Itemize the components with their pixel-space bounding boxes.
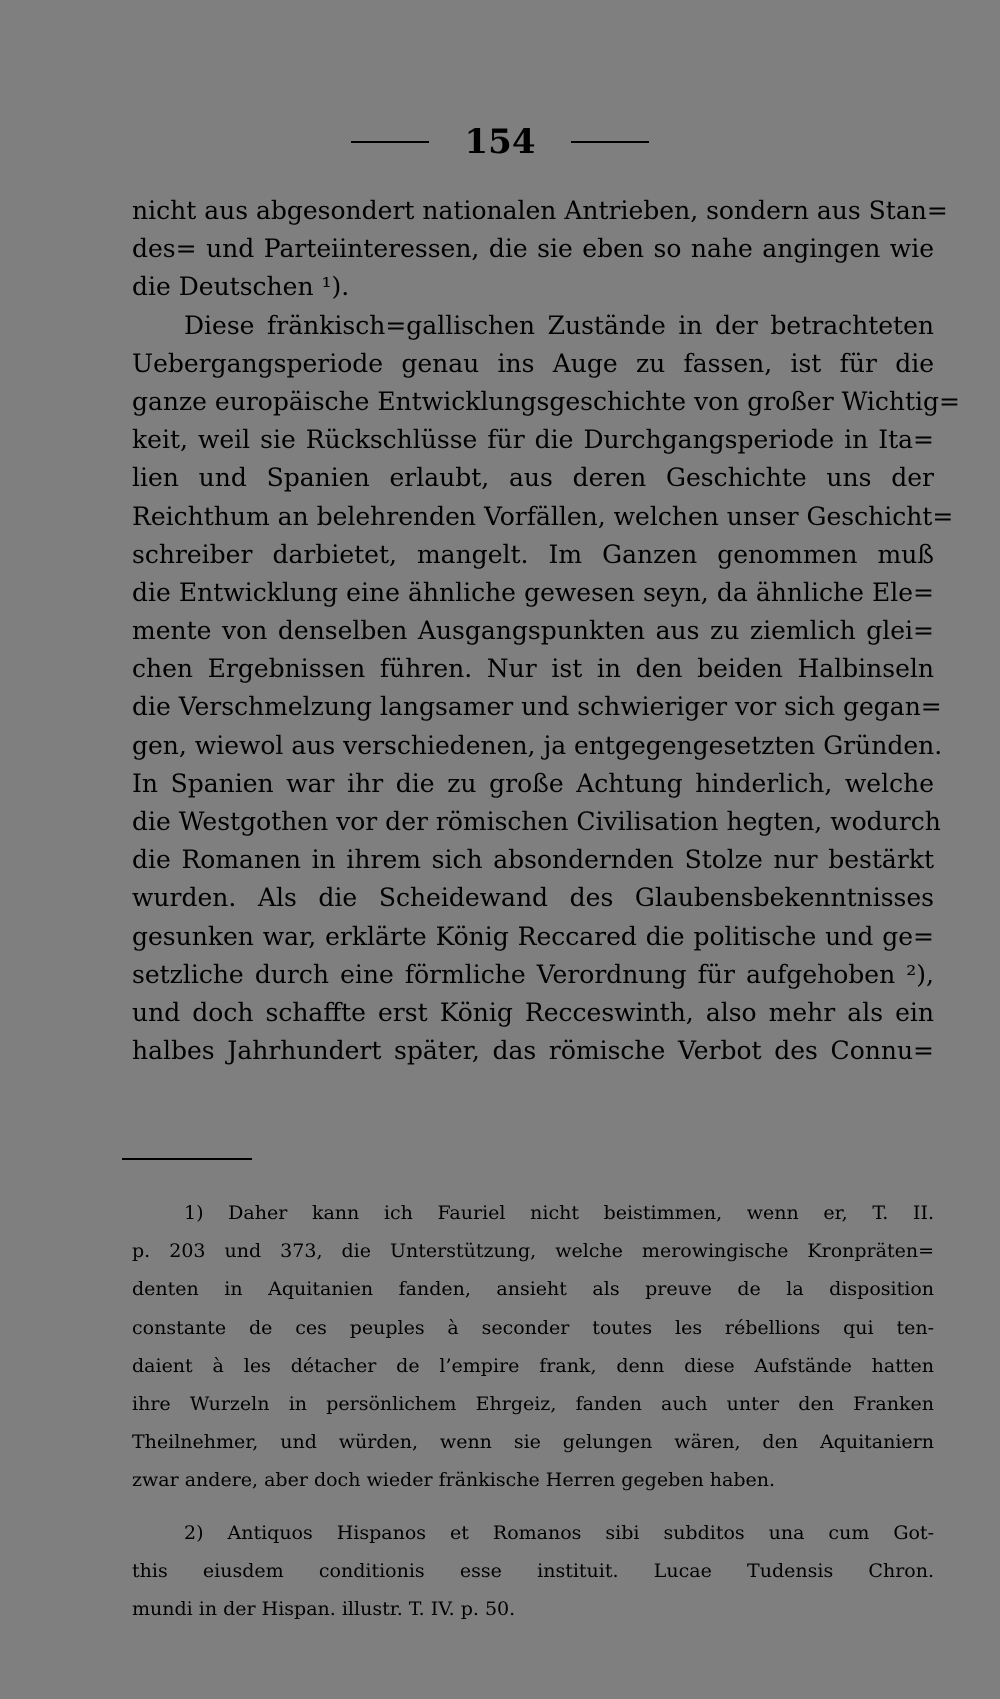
page-header — [0, 120, 1000, 164]
body-line: chen Ergebnissen führen. Nur ist in den beiden Halbinseln — [132, 654, 934, 684]
footnote-line: constante de ces peuples à seconder toutes les rébellions qui ten- — [132, 1316, 934, 1339]
body-line: Diese fränkisch=gallischen Zustände in der betrachteten — [184, 310, 934, 340]
body-line: setzliche durch eine förmliche Verordnung für aufgehoben ²), — [132, 959, 934, 989]
footnote-line: daient à les détacher de l’empire frank, denn diese Aufstände hatten — [132, 1354, 934, 1377]
body-line: halbes Jahrhundert später, das römische Verbot des Connu= — [132, 1036, 934, 1066]
footnote-line: zwar andere, aber doch wieder fränkische Herren gegeben haben. — [132, 1469, 776, 1492]
body-line: Reichthum an belehrenden Vorfällen, welchen unser Geschicht= — [132, 501, 954, 531]
footnote-line: ihre Wurzeln in persönlichem Ehrgeiz, fanden auch unter den Franken — [132, 1392, 934, 1415]
body-line: ganze europäische Entwicklungsgeschichte von großer Wichtig= — [132, 386, 960, 416]
body-line: In Spanien war ihr die zu große Achtung hinderlich, welche — [132, 768, 934, 798]
body-line: die Deutschen ¹). — [132, 272, 350, 302]
footnote-line: 2) Antiquos Hispanos et Romanos sibi subditos una cum Got- — [184, 1521, 934, 1544]
footnote-line: denten in Aquitanien fanden, ansieht als preuve de la disposition — [132, 1278, 934, 1301]
body-line: nicht aus abgesondert nationalen Antrieben, sondern aus Stan= — [132, 196, 948, 225]
body-line: gesunken war, erklärte König Reccared die politische und ge= — [132, 921, 934, 951]
body-line: keit, weil sie Rückschlüsse für die Durchgangsperiode in Ita= — [132, 425, 934, 455]
body-line: mente von denselben Ausgangspunkten aus zu ziemlich glei= — [132, 616, 934, 646]
footnote-line: 1) Daher kann ich Fauriel nicht beistimmen, wenn er, T. II. — [184, 1202, 934, 1224]
body-line: wurden. Als die Scheidewand des Glaubensbekenntnisses — [132, 883, 934, 913]
body-line: schreiber darbietet, mangelt. Im Ganzen genommen muß — [132, 539, 934, 569]
body-line: und doch schaffte erst König Recceswinth, also mehr als ein — [132, 997, 934, 1027]
page-number: 154 — [464, 122, 536, 162]
body-line: die Westgothen vor der römischen Civilisation hegten, wodurch — [132, 807, 941, 836]
body-line: gen, wiewol aus verschiedenen, ja entgegengesetzten Gründen. — [132, 730, 943, 760]
body-line: die Entwicklung eine ähnliche gewesen seyn, da ähnliche Ele= — [132, 577, 934, 607]
footnote-2 — [132, 1518, 934, 1633]
footnote-line: Theilnehmer, und würden, wenn sie gelungen wären, den Aquitaniern — [132, 1431, 934, 1454]
body-line: lien und Spanien erlaubt, aus deren Geschichte uns der — [132, 463, 934, 493]
body-text — [132, 192, 960, 1070]
footnote-line: this eiusdem conditionis esse instituit. Lucae Tudensis Chron. — [132, 1559, 934, 1582]
footnote-1 — [132, 1198, 934, 1504]
body-line: die Verschmelzung langsamer und schwieriger vor sich gegan= — [132, 692, 942, 722]
footnote-line: p. 203 und 373, die Unterstützung, welche merowingische Kronpräten= — [132, 1240, 934, 1263]
body-line: Uebergangsperiode genau ins Auge zu fassen, ist für die — [132, 348, 934, 378]
footnote-divider — [122, 1158, 252, 1160]
body-line: des= und Parteiinteressen, die sie eben so nahe angingen wie — [132, 234, 934, 264]
body-line: die Romanen in ihrem sich absondernden Stolze nur bestärkt — [132, 845, 934, 875]
footnote-line: mundi in der Hispan. illustr. T. IV. p. 50. — [132, 1597, 516, 1620]
header-rule-left — [351, 141, 429, 143]
footnotes — [132, 1198, 934, 1632]
header-rule-right — [571, 141, 649, 143]
